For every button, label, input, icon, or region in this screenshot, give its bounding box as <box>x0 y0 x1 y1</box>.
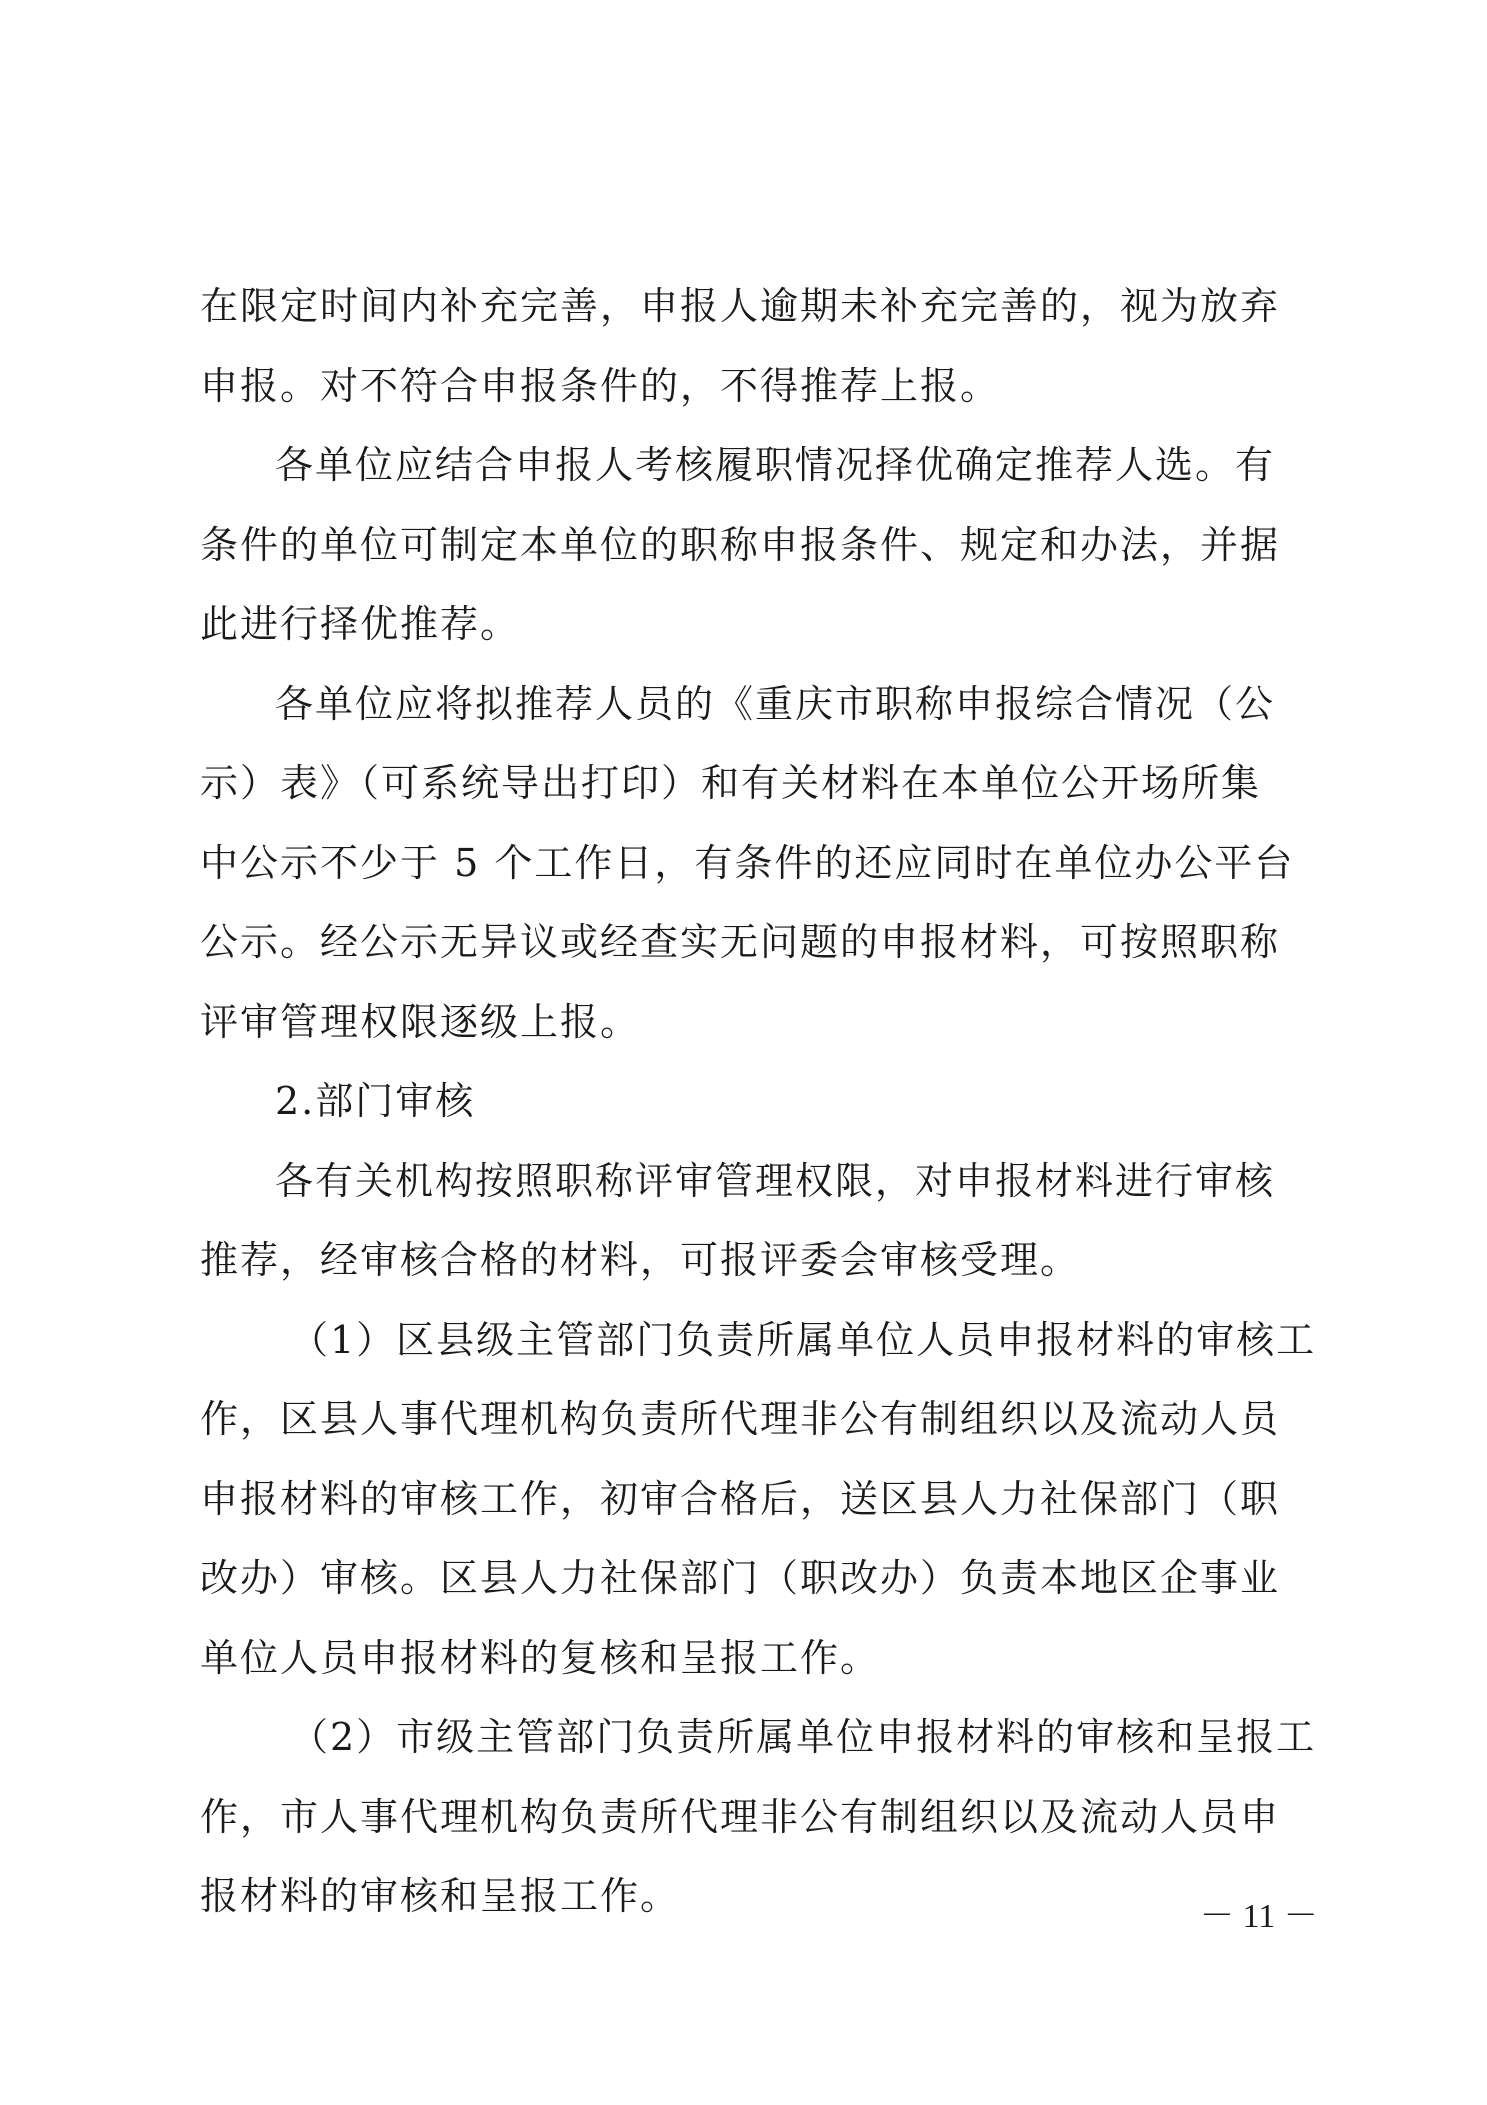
text-line: 各有关机构按照职称评审管理权限，对申报材料进行审核 <box>275 1159 1276 1203</box>
text-line: 在限定时间内补充完善，申报人逾期未补充完善的，视为放弃 <box>200 284 1281 328</box>
text-line: 条件的单位可制定本单位的职称申报条件、规定和办法，并据 <box>200 523 1281 567</box>
section-heading: 2.部门审核 <box>275 1079 476 1123</box>
text-line: 单位人员申报材料的复核和呈报工作。 <box>200 1636 881 1680</box>
text-line: 作，市人事代理机构负责所代理非公有制组织以及流动人员申 <box>200 1795 1281 1839</box>
text-line: 申报材料的审核工作，初审合格后，送区县人力社保部门（职 <box>200 1477 1281 1521</box>
text-line: 报材料的审核和呈报工作。 <box>200 1874 681 1918</box>
text-line: 评审管理权限逐级上报。 <box>200 1000 641 1044</box>
page-number: － 11 － <box>1200 1898 1318 1935</box>
text-line: 此进行择优推荐。 <box>200 602 521 646</box>
text-line: 示）表》（可系统导出打印）和有关材料在本单位公开场所集 <box>200 761 1262 805</box>
text-line: 各单位应结合申报人考核履职情况择优确定推荐人选。有 <box>275 443 1276 487</box>
text-line: （1）区县级主管部门负责所属单位人员申报材料的审核工 <box>290 1318 1317 1362</box>
text-line: 推荐，经审核合格的材料，可报评委会审核受理。 <box>200 1238 1081 1282</box>
text-line: 各单位应将拟推荐人员的《重庆市职称申报综合情况（公 <box>275 682 1276 726</box>
text-line: （2）市级主管部门负责所属单位申报材料的审核和呈报工 <box>290 1715 1317 1759</box>
text-line: 作，区县人事代理机构负责所代理非公有制组织以及流动人员 <box>200 1397 1281 1441</box>
text-line: 申报。对不符合申报条件的，不得推荐上报。 <box>200 364 1001 408</box>
text-line: 公示。经公示无异议或经查实无问题的申报材料，可按照职称 <box>200 920 1281 964</box>
text-line: 改办）审核。区县人力社保部门（职改办）负责本地区企事业 <box>200 1556 1281 1600</box>
text-line: 中公示不少于 5 个工作日，有条件的还应同时在单位办公平台 <box>200 841 1295 885</box>
